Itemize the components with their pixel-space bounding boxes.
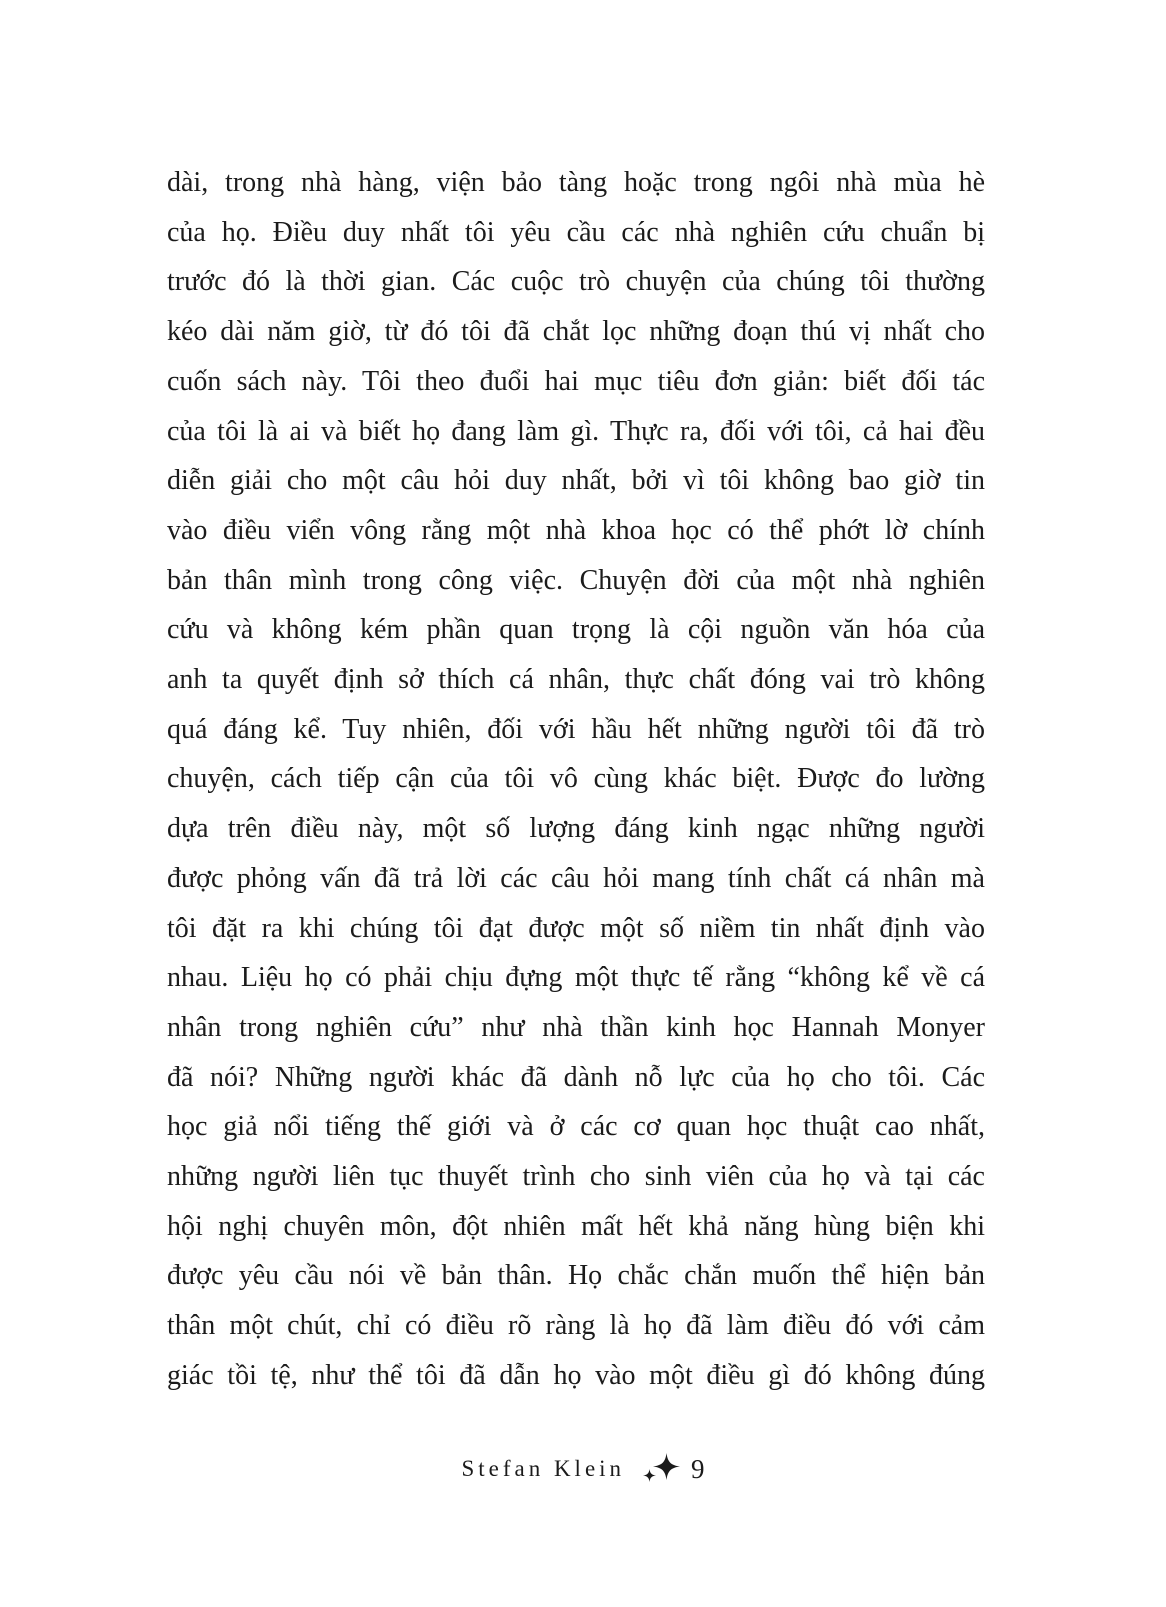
text-line: trước đó là thời gian. Các cuộc trò chuyện của chúng tôi thường [167, 266, 985, 298]
text-line: diễn giải cho một câu hỏi duy nhất, bởi vì tôi không bao giờ tin [167, 465, 985, 497]
text-line: cứu và không kém phần quan trọng là cội nguồn văn hóa của [167, 614, 985, 646]
text-line: tôi đặt ra khi chúng tôi đạt được một số niềm tin nhất định vào [167, 912, 985, 944]
footer-author: Stefan Klein [461, 1456, 626, 1481]
page-number: 9 [691, 1453, 705, 1484]
text-line: chuyện, cách tiếp cận của tôi vô cùng khác biệt. Được đo lường [167, 763, 985, 795]
text-line: giác tồi tệ, như thể tôi đã dẫn họ vào một điều gì đó không đúng [167, 1359, 985, 1391]
text-line: thân một chút, chỉ có điều rõ ràng là họ đã làm điều đó với cảm [167, 1310, 985, 1342]
text-line: được phỏng vấn đã trả lời các câu hỏi mang tính chất cá nhân mà [167, 862, 985, 894]
sparkle-stars-icon [641, 1452, 681, 1486]
body-text [167, 158, 985, 1401]
text-line: hội nghị chuyên môn, đột nhiên mất hết khả năng hùng biện khi [167, 1210, 985, 1242]
text-line: dựa trên điều này, một số lượng đáng kinh ngạc những người [167, 813, 985, 845]
text-line: bản thân mình trong công việc. Chuyện đời của một nhà nghiên [167, 564, 985, 596]
text-line: đã nói? Những người khác đã dành nỗ lực của họ cho tôi. Các [167, 1061, 985, 1093]
text-line: học giả nổi tiếng thế giới và ở các cơ quan học thuật cao nhất, [167, 1111, 985, 1143]
text-line: kéo dài năm giờ, từ đó tôi đã chắt lọc những đoạn thú vị nhất cho [167, 316, 985, 348]
text-line: cuốn sách này. Tôi theo đuổi hai mục tiêu đơn giản: biết đối tác [167, 365, 985, 397]
text-line: của tôi là ai và biết họ đang làm gì. Thực ra, đối với tôi, cả hai đều [167, 415, 985, 447]
text-line: được yêu cầu nói về bản thân. Họ chắc chắn muốn thể hiện bản [167, 1260, 985, 1292]
text-line: nhau. Liệu họ có phải chịu đựng một thực tế rằng “không kể về cá [167, 962, 985, 994]
text-line: anh ta quyết định sở thích cá nhân, thực chất đóng vai trò không [167, 664, 985, 696]
text-line: dài, trong nhà hàng, viện bảo tàng hoặc trong ngôi nhà mùa hè [167, 167, 985, 198]
text-line: của họ. Điều duy nhất tôi yêu cầu các nhà nghiên cứu chuẩn bị [167, 216, 985, 248]
text-line: những người liên tục thuyết trình cho sinh viên của họ và tại các [167, 1161, 985, 1193]
text-line: quá đáng kể. Tuy nhiên, đối với hầu hết những người tôi đã trò [167, 713, 985, 745]
text-line: nhân trong nghiên cứu” như nhà thần kinh học Hannah Monyer [167, 1011, 985, 1043]
text-line: vào điều viển vông rằng một nhà khoa học có thể phớt lờ chính [167, 514, 985, 546]
page-footer [0, 1452, 1166, 1486]
